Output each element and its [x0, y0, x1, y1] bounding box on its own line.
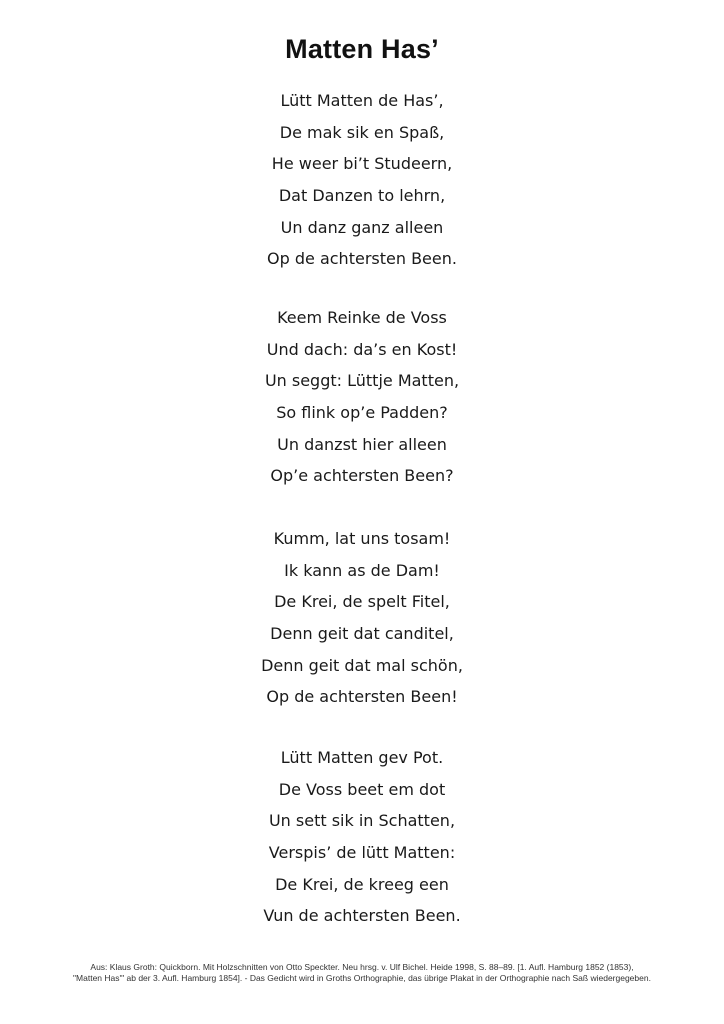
verse-line: Op de achtersten Been! — [266, 687, 458, 707]
verse-line: So flink op’e Padden? — [276, 403, 448, 423]
verse-line: De mak sik en Spaß, — [279, 122, 445, 142]
source-footnote — [0, 962, 724, 984]
stanza-1 — [0, 85, 724, 275]
verse-line: Denn geit dat canditel, — [270, 624, 454, 644]
verse-line: Denn geit dat mal schön, — [261, 655, 463, 675]
verse-line: Kumm, lat uns tosam! — [273, 529, 451, 548]
verse-line: De Krei, de kreeg een — [275, 874, 449, 894]
verse-line: Un danz ganz alleen — [280, 217, 444, 237]
verse-line: Un danzst hier alleen — [277, 434, 447, 454]
poem-title: Matten Has’ — [285, 34, 439, 64]
verse-line: Vun de achtersten Been. — [263, 906, 461, 926]
verse-line: He weer bi’t Studeern, — [271, 154, 453, 174]
verse-line: De Voss beet em dot — [278, 779, 446, 799]
verse-line: Op’e achtersten Been? — [270, 466, 454, 486]
verse-line: Verspis’ de lütt Matten: — [268, 843, 456, 863]
stanza-2 — [0, 302, 724, 492]
verse-line: Keem Reinke de Voss — [277, 308, 447, 327]
footnote-line: "Matten Has'" ab der 3. Aufl. Hamburg 1854]. - Das Gedicht wird in Groths Orthographie, das übrige Plakat in der Orthographie nach Saß wiedergegeben. — [73, 973, 651, 983]
stanza-4 — [0, 742, 724, 932]
verse-line: Dat Danzen to lehrn, — [278, 186, 446, 206]
verse-line: Un seggt: Lüttje Matten, — [264, 371, 460, 391]
footnote-line: Aus: Klaus Groth: Quickborn. Mit Holzschnitten von Otto Speckter. Neu hrsg. v. Ulf Bichel. Heide 1998, S. 88–89. [1. Aufl. Hamburg 1852 (1853), — [90, 962, 634, 972]
verse-line: De Krei, de spelt Fitel, — [274, 592, 450, 612]
verse-line: Op de achtersten Been. — [267, 249, 457, 269]
verse-line: Un sett sik in Schatten, — [268, 811, 456, 831]
stanza-3 — [0, 523, 724, 713]
verse-line: Ik kann as de Dam! — [284, 560, 440, 580]
verse-line: Und dach: da’s en Kost! — [266, 339, 458, 359]
verse-line: Lütt Matten de Has’, — [280, 91, 444, 110]
verse-line: Lütt Matten gev Pot. — [280, 748, 444, 767]
